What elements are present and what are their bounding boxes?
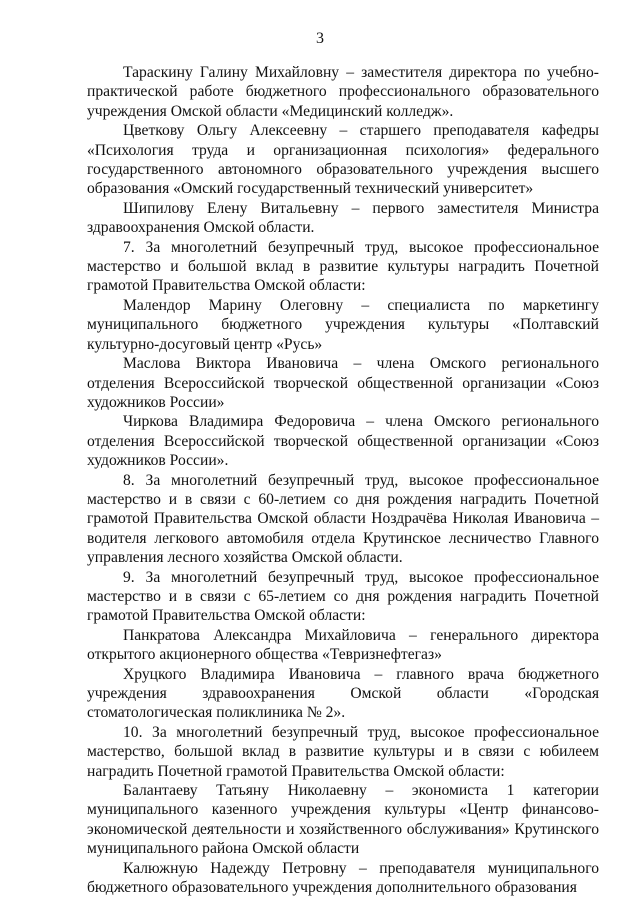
paragraph-taraskina: Тараскину Галину Михайловну – заместителя директора по учебно-практической работе бюджетного профессионального образовательного учреждения Омской области «Медицинский колледж». (87, 64, 599, 120)
paragraph-item-10: 10. За многолетний безупречный труд, высокое профессиональное мастерство, большой вклад в развитие культуры и в связи с юбилеем наградить Почетной грамотой Правительства Омской области: (87, 723, 599, 780)
paragraph-item-8: 8. За многолетний безупречный труд, высокое профессиональное мастерство и в связи с 60-летием со дня рождения наградить Почетной грамотой Правительства Омской области Ноздрачёва Николая Ивановича – водителя легкового автомобиля отдела Крутинское лесничество Главного управления лесного хозяйства Омской области. (87, 471, 599, 567)
paragraph-item-7: 7. За многолетний безупречный труд, высокое профессиональное мастерство и большой вклад в развитие культуры наградить Почетной грамотой Правительства Омской области: (87, 238, 599, 295)
document-body (87, 63, 599, 897)
paragraph-khrutsky: Хруцкого Владимира Ивановича – главного врача бюджетного учреждения здравоохранения Омской области «Городская стоматологическая поликлиника № 2». (87, 665, 599, 722)
paragraph-kalyuzhnaya: Калюжную Надежду Петровну – преподавателя муниципального бюджетного образовательного учреждения дополнительного образования (87, 859, 599, 897)
page-number: 3 (316, 30, 324, 47)
paragraph-chirkov: Чиркова Владимира Федоровича – члена Омского регионального отделения Всероссийской творческой общественной организации «Союз художников России». (87, 413, 599, 470)
paragraph-balantaeva: Балантаеву Татьяну Николаевну – экономиста 1 категории муниципального казенного учреждения культуры «Центр финансово-экономической деятельности и хозяйственного обслуживания» Крутинского муниципального района Омской области (87, 782, 599, 858)
paragraph-pankratov: Панкратова Александра Михайловича – генерального директора открытого акционерного общества «Тевризнефтегаз» (87, 626, 599, 664)
paragraph-maslov: Маслова Виктора Ивановича – члена Омского регионального отделения Всероссийской творческой общественной организации «Союз художников России» (87, 355, 599, 411)
paragraph-malendor: Малендор Марину Олеговну – специалиста по маркетингу муниципального бюджетного учреждения культуры «Полтавский культурно-досуговый центр «Русь» (87, 296, 599, 353)
paragraph-item-9: 9. За многолетний безупречный труд, высокое профессиональное мастерство и в связи с 65-летием со дня рождения наградить Почетной грамотой Правительства Омской области: (87, 568, 599, 625)
paragraph-shipilova: Шипилову Елену Витальевну – первого заместителя Министра здравоохранения Омской области. (87, 199, 599, 237)
paragraph-tsvetkova: Цветкову Ольгу Алексеевну – старшего преподавателя кафедры «Психология труда и организационная психология» федерального государственного автономного образовательного учреждения высшего образования «Омский государственный технический университет» (87, 122, 599, 198)
